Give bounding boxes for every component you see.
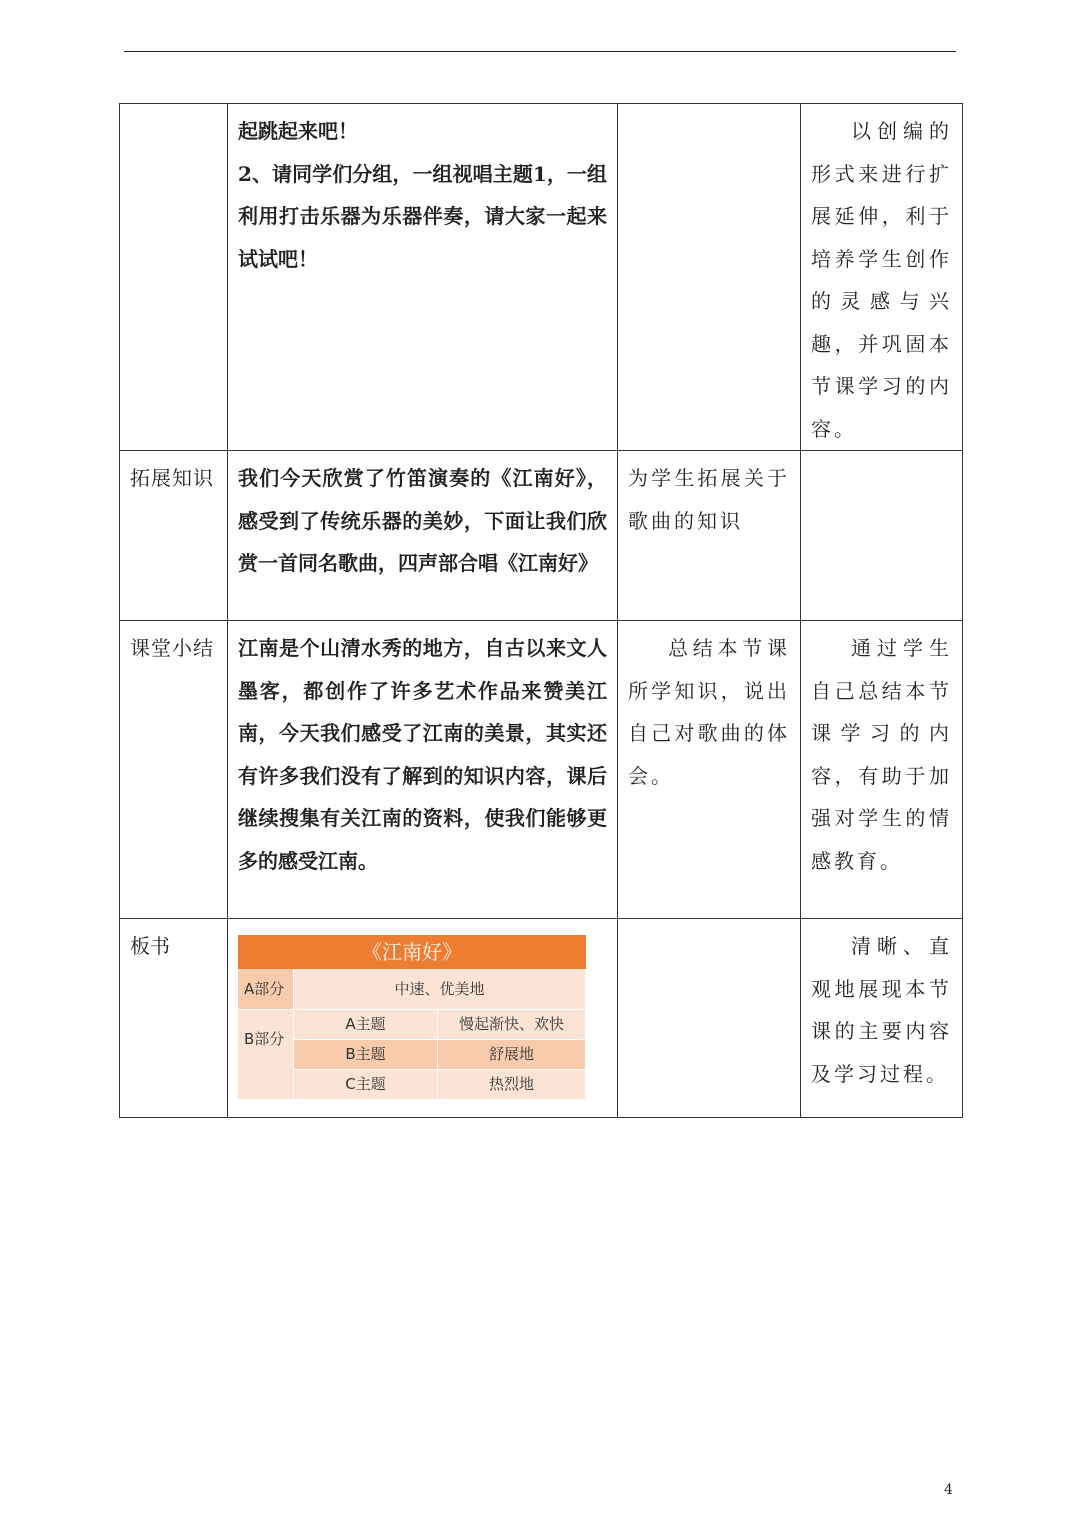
part-b-label: B部分 [238, 1010, 294, 1100]
theme-name: C主题 [294, 1070, 438, 1100]
part-a-value: 中速、优美地 [294, 969, 586, 1010]
theme-value: 慢起渐快、欢快 [438, 1010, 586, 1040]
teaching-content [228, 451, 618, 621]
method-cell: 总结本节课所学知识，说出自己对歌曲的体会。 [618, 621, 801, 919]
board-grid [238, 969, 586, 1100]
design-intent: 通过学生自己总结本节课学习的内容，有助于加强对学生的情感教育。 [801, 621, 963, 919]
content-paragraph: 2、请同学们分组，一组视唱主题1，一组利用打击乐器为乐器伴奏，请大家一起来试试吧！ [238, 161, 607, 271]
content-paragraph: 起跳起来吧！ [238, 119, 358, 143]
table-row [120, 104, 963, 451]
theme-value: 热烈地 [438, 1070, 586, 1100]
row-label: 拓展知识 [120, 451, 228, 621]
teaching-content [228, 621, 618, 919]
theme-name: B主题 [294, 1040, 438, 1070]
design-intent: 清晰、直观地展现本节课的主要内容及学习过程。 [801, 919, 963, 1118]
lesson-plan-table [119, 103, 963, 1118]
content-paragraph: 江南是个山清水秀的地方，自古以来文人墨客，都创作了许多艺术作品来赞美江南，今天我们感受了江南的美景，其实还有许多我们没有了解到的知识内容，课后继续搜集有关江南的资料，使我们能够更多的感受江南。 [238, 636, 607, 873]
header-rule [124, 51, 956, 52]
method-cell: 为学生拓展关于歌曲的知识 [618, 451, 801, 621]
content-paragraph: 我们今天欣赏了竹笛演奏的《江南好》，感受到了传统乐器的美妙，下面让我们欣赏一首同名歌曲，四声部合唱《江南好》 [238, 466, 607, 575]
row-label: 课堂小结 [120, 621, 228, 919]
teaching-content [228, 104, 618, 451]
theme-name: A主题 [294, 1010, 438, 1040]
part-a-label: A部分 [238, 969, 294, 1010]
row-label [120, 104, 228, 451]
table-row [120, 919, 963, 1118]
design-intent: 以创编的形式来进行扩展延伸，利于培养学生创作的灵感与兴趣，并巩固本节课学习的内容。 [801, 104, 963, 451]
board-cell [228, 919, 618, 1118]
page-number: 4 [944, 1482, 953, 1498]
table-row [120, 451, 963, 621]
table-row [120, 621, 963, 919]
theme-value: 舒展地 [438, 1040, 586, 1070]
design-intent [801, 451, 963, 621]
method-cell [618, 919, 801, 1118]
method-cell [618, 104, 801, 451]
board-diagram [238, 935, 586, 1100]
row-label: 板书 [120, 919, 228, 1118]
board-title: 《江南好》 [238, 935, 586, 969]
